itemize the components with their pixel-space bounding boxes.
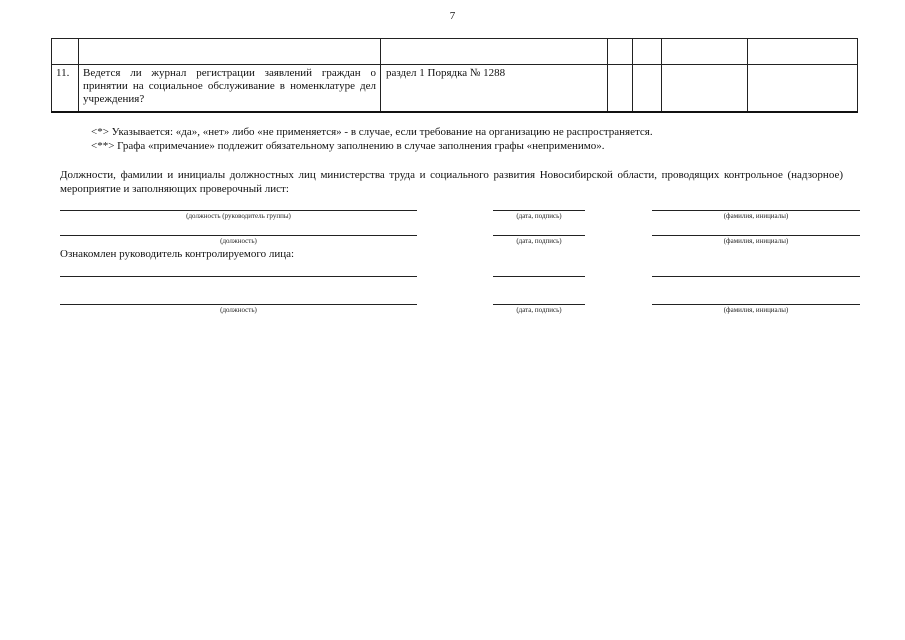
caption-date-sign: (дата, подпись) (516, 212, 562, 220)
table-cell (79, 39, 381, 65)
table-cell (52, 39, 79, 65)
signature-line[interactable] (60, 276, 417, 277)
signature-line[interactable] (652, 235, 860, 236)
footnote-1: <*> Указывается: «да», «нет» либо «не применяется» - в случае, если требование на организацию не распространяется. (91, 126, 653, 138)
acquainted-label: Ознакомлен руководитель контролируемого лица: (60, 248, 295, 260)
caption-name: (фамилия, инициалы) (723, 237, 789, 245)
table-cell (748, 39, 858, 65)
table-cell (381, 39, 608, 65)
signature-line[interactable] (493, 210, 585, 211)
caption-date-sign: (дата, подпись) (516, 237, 562, 245)
row-reference: раздел 1 Порядка № 1288 (381, 65, 608, 113)
caption-position: (должность) (220, 306, 257, 314)
page-number: 7 (449, 10, 456, 22)
table-cell (633, 39, 662, 65)
footnote-2: <**> Графа «примечание» подлежит обязательному заполнению в случае заполнения графы «неприменимо». (91, 140, 605, 152)
checklist-table (51, 38, 858, 113)
caption-date-sign: (дата, подпись) (516, 306, 562, 314)
caption-name: (фамилия, инициалы) (723, 212, 789, 220)
caption-position-head: (должность (руководитель группы) (186, 212, 291, 220)
caption-position: (должность) (220, 237, 257, 245)
row-number: 11. (52, 65, 79, 113)
signature-line[interactable] (60, 304, 417, 305)
remark-cell[interactable] (748, 65, 858, 113)
signature-line[interactable] (60, 235, 417, 236)
signature-line[interactable] (493, 235, 585, 236)
officials-paragraph: Должности, фамилии и инициалы должностных лиц министерства труда и социального развития Новосибирской области, проводящих контрольное (надзорное) мероприятие и заполняющих проверочный лист: (60, 169, 843, 195)
signature-line[interactable] (652, 210, 860, 211)
answer-yes-cell[interactable] (608, 65, 633, 113)
signature-line[interactable] (60, 210, 417, 211)
signature-line[interactable] (493, 304, 585, 305)
table-header-row (52, 39, 858, 65)
answer-na-cell[interactable] (662, 65, 748, 113)
footnotes (91, 125, 653, 153)
answer-no-cell[interactable] (633, 65, 662, 113)
row-question: Ведется ли журнал регистрации заявлений граждан о принятии на социальное обслуживание в номенклатуре дел учреждения? (79, 65, 381, 113)
table-cell (662, 39, 748, 65)
signature-line[interactable] (652, 304, 860, 305)
signature-line[interactable] (652, 276, 860, 277)
table-row (52, 65, 858, 113)
signature-line[interactable] (493, 276, 585, 277)
caption-name: (фамилия, инициалы) (723, 306, 789, 314)
table-cell (608, 39, 633, 65)
